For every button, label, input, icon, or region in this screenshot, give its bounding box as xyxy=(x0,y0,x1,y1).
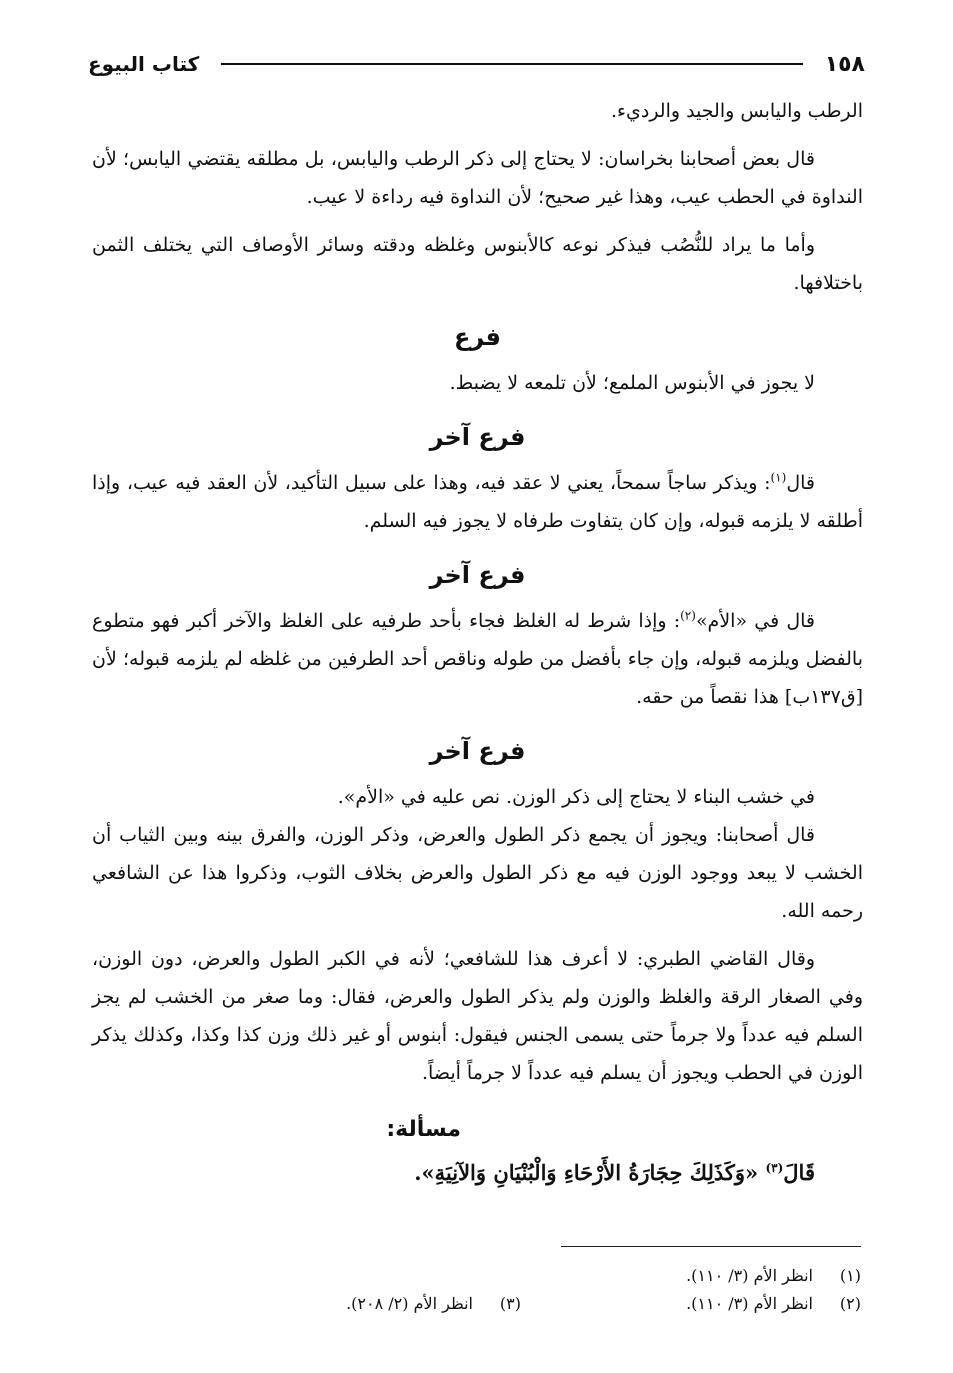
footnote-number: (٣) xyxy=(499,1294,521,1313)
paragraph-text: قال في «الأم» xyxy=(695,610,815,632)
page-header xyxy=(88,44,865,84)
footnote-text: انظر الأم (٣/ ١١٠). xyxy=(686,1294,813,1313)
section-heading: فرع xyxy=(453,323,502,351)
footnote-number: (١) xyxy=(839,1266,861,1285)
paragraph-text: قَالَ xyxy=(783,1160,815,1185)
paragraph-text: : ويذكر ساجاً سمحاً، يعني لا عقد فيه، وهذا على سبيل التأكيد، لأن العقد فيه عيب، وإذا أطلقه لا يلزمه قبوله، وإن كان يتفاوت طرفاه لا يجوز فيه السلم. xyxy=(92,472,863,532)
section-heading: فرع آخر xyxy=(429,737,526,765)
footnote-text: انظر الأم (٢/ ٢٠٨). xyxy=(346,1294,473,1313)
paragraph: قال بعض أصحابنا بخراسان: لا يحتاج إلى ذكر الرطب واليابس، بل مطلقه يقتضي اليابس؛ لأن النداوة في الحطب عيب، وهذا غير صحيح؛ لأن النداوة فيه رداءة لا عيب. xyxy=(92,148,863,208)
footnote-row xyxy=(91,1290,861,1318)
paragraph: لا يجوز في الأبنوس الملمع؛ لأن تلمعه لا يضبط. xyxy=(449,372,815,394)
footnote-row xyxy=(91,1262,861,1290)
quoted-text xyxy=(92,1154,863,1192)
paragraph: وأما ما يراد للنُّصُب فيذكر نوعه كالأبنوس وغلظه ودقته وسائر الأوصاف التي يختلف الثمن باختلافها. xyxy=(92,234,863,294)
header-rule xyxy=(221,63,802,65)
paragraph: وقال القاضي الطبري: لا أعرف هذا للشافعي؛ لأنه في الكبر الطول والعرض، دون الوزن، وفي الصغار الرقة والغلظ والوزن ولم يذكر الطول والعرض، فقال: وما صغر من الخشب لم يجز السلم فيه عدداً ولا جرماً حتى يسمى الجنس فيقول: أبنوس أو غير ذلك وزن كذا وكذا، وكذلك يذكر الوزن في الحطب ويجوز أن يسلم فيه عدداً لا جرماً أيضاً. xyxy=(92,948,863,1084)
footnote-ref: (١) xyxy=(770,470,787,485)
footnote xyxy=(521,1262,861,1290)
running-title: كتاب البيوع xyxy=(88,52,200,76)
paragraph-text: قال xyxy=(786,472,815,494)
section-heading: فرع آخر xyxy=(429,561,526,589)
paragraph-text: «وَكَذَلِكَ حِجَارَةُ الأَرْحَاءِ وَالْبُنْيَانِ وَالآنِيَةِ». xyxy=(414,1160,766,1185)
page-number: ١٥٨ xyxy=(824,51,865,77)
section-heading: فرع آخر xyxy=(429,423,526,451)
paragraph: قال أصحابنا: ويجوز أن يجمع ذكر الطول والعرض، وذكر الوزن، والفرق بينه وبين الثياب أن الخشب لا يبعد ووجود الوزن فيه مع ذكر الطول والعرض بخلاف الثوب، وذكروا هذا عن الشافعي رحمه الله. xyxy=(92,824,863,922)
footnote-ref: (٢) xyxy=(680,608,696,623)
issue-heading: مسألة: xyxy=(386,1117,461,1142)
footnote-divider xyxy=(561,1246,861,1247)
paragraph: في خشب البناء لا يحتاج إلى ذكر الوزن. نص عليه في «الأم». xyxy=(337,786,815,808)
footnote xyxy=(181,1290,521,1318)
page-body xyxy=(92,92,863,1192)
paragraph-text: : وإذا شرط له الغلظ فجاء بأحد طرفيه على الغلظ والآخر أكبر فهو متطوع بالفضل ويلزمه قبوله، وإن جاء بأفضل من طوله وناقص أحد الطرفين من غلظه لم يلزمه قبوله؛ لأن [ق١٣٧ب] هذا نقصاً من حقه. xyxy=(92,610,863,708)
paragraph: الرطب واليابس والجيد والرديء. xyxy=(611,100,863,122)
paragraph xyxy=(92,602,863,716)
footnote xyxy=(521,1290,861,1318)
footnote-number: (٢) xyxy=(839,1294,861,1313)
paragraph xyxy=(92,464,863,540)
footnote-ref: (٣) xyxy=(765,1161,784,1175)
footnote-text: انظر الأم (٣/ ١١٠). xyxy=(686,1266,813,1285)
footnotes xyxy=(91,1262,861,1318)
